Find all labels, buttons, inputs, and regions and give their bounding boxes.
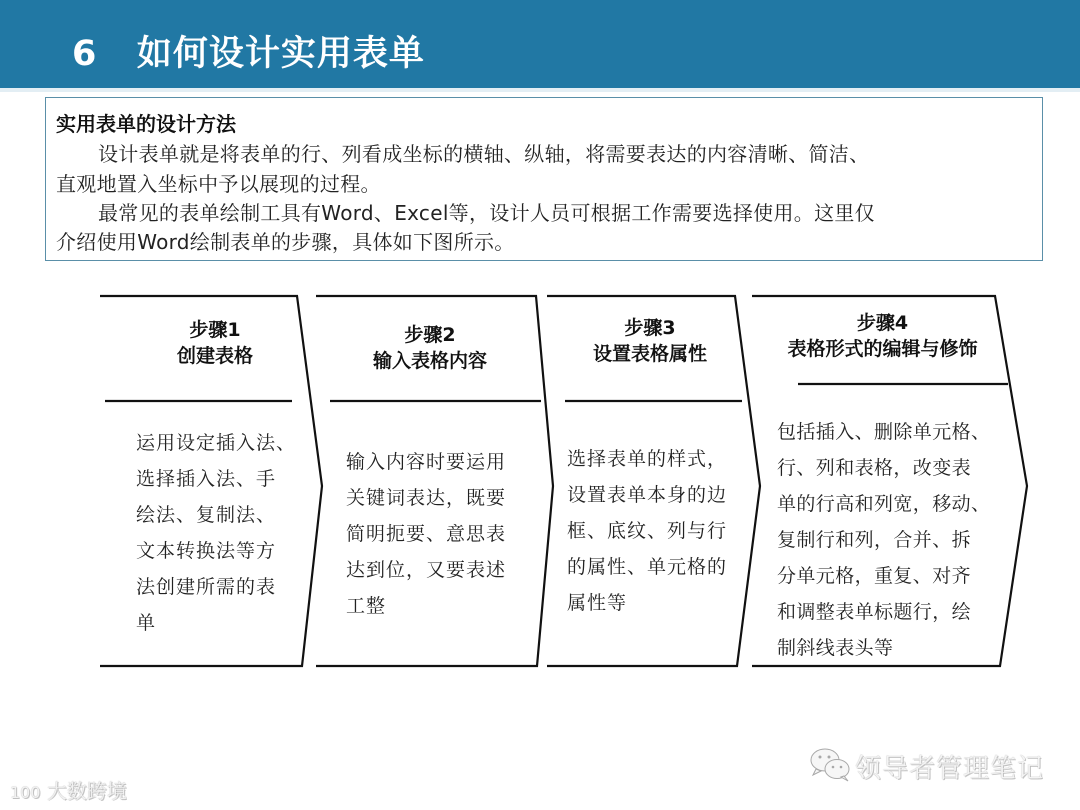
step-2-body <box>346 444 506 624</box>
step-3-body-line: 框、底纹、列与行 <box>567 520 728 542</box>
step-3-body-line: 的属性、单元格的 <box>567 556 728 578</box>
step-1-body <box>136 425 296 641</box>
intro-line-3: 最常见的表单绘制工具有Word、Excel等，设计人员可根据工作需要选择使用。这里仅 <box>98 201 875 225</box>
step-4-header <box>770 310 995 362</box>
step-1-body-line: 法创建所需的表 <box>136 576 277 598</box>
step-1-body-line: 单 <box>136 612 157 634</box>
step-4-body-line: 复制行和列，合并、拆 <box>777 529 972 551</box>
slide-title: 6 如何设计实用表单 <box>72 34 425 74</box>
step-1-label: 步骤1 <box>189 319 241 341</box>
step-2-body-line: 简明扼要、意思表 <box>346 523 507 545</box>
intro-line-1: 设计表单就是将表单的行、列看成坐标的横轴、纵轴，将需要表达的内容清晰、简洁、 <box>98 142 870 166</box>
step-4-body-line: 和调整表单标题行，绘 <box>777 601 972 623</box>
step-4-body-line: 单的行高和列宽，移动、 <box>777 493 991 515</box>
intro-line-4: 介绍使用Word绘制表单的步骤，具体如下图所示。 <box>56 230 515 254</box>
step-3-body-line: 设置表单本身的边 <box>567 484 728 506</box>
step-2-header <box>335 322 525 374</box>
step-4-body-line: 制斜线表头等 <box>777 637 894 659</box>
wechat-icon <box>808 745 854 785</box>
step-3-body <box>567 441 727 621</box>
step-3-body-line: 选择表单的样式， <box>567 448 728 470</box>
step-2-body-line: 输入内容时要运用 <box>346 451 507 473</box>
step-3-body-line: 属性等 <box>567 592 628 614</box>
step-1-body-line: 运用设定插入法、 <box>136 432 297 454</box>
step-4-label: 步骤4 <box>856 312 909 334</box>
step-2-title: 输入表格内容 <box>372 350 487 372</box>
step-2-body-line: 达到位，又要表述 <box>346 559 507 581</box>
brand-logo-icon: 100 <box>10 783 41 802</box>
watermark-left-text: 大数跨境 <box>46 779 127 803</box>
step-3-header <box>565 315 735 367</box>
step-1-body-line: 文本转换法等方 <box>136 540 277 562</box>
intro-heading: 实用表单的设计方法 <box>56 112 236 136</box>
step-1-body-line: 选择插入法、手 <box>136 468 277 490</box>
step-4-body-line: 包括插入、删除单元格、 <box>777 421 991 443</box>
step-1-title: 创建表格 <box>176 345 253 367</box>
watermark-right: 领导者管理笔记 <box>855 754 1045 784</box>
step-4-title: 表格形式的编辑与修饰 <box>787 338 978 360</box>
step-4-body-line: 行、列和表格，改变表 <box>777 457 972 479</box>
step-1-body-line: 绘法、复制法、 <box>136 504 277 526</box>
step-4-body-line: 分单元格，重复、对齐 <box>777 565 972 587</box>
step-2-body-line: 关键词表达，既要 <box>346 487 507 509</box>
intro-line-2: 直观地置入坐标中予以展现的过程。 <box>56 172 381 196</box>
watermark-left <box>10 775 127 804</box>
step-3-label: 步骤3 <box>624 317 676 339</box>
step-2-label: 步骤2 <box>404 324 456 346</box>
step-3-title: 设置表格属性 <box>592 343 707 365</box>
step-4-body <box>777 414 990 666</box>
step-1-header <box>130 317 300 369</box>
step-2-body-line: 工整 <box>346 595 387 617</box>
